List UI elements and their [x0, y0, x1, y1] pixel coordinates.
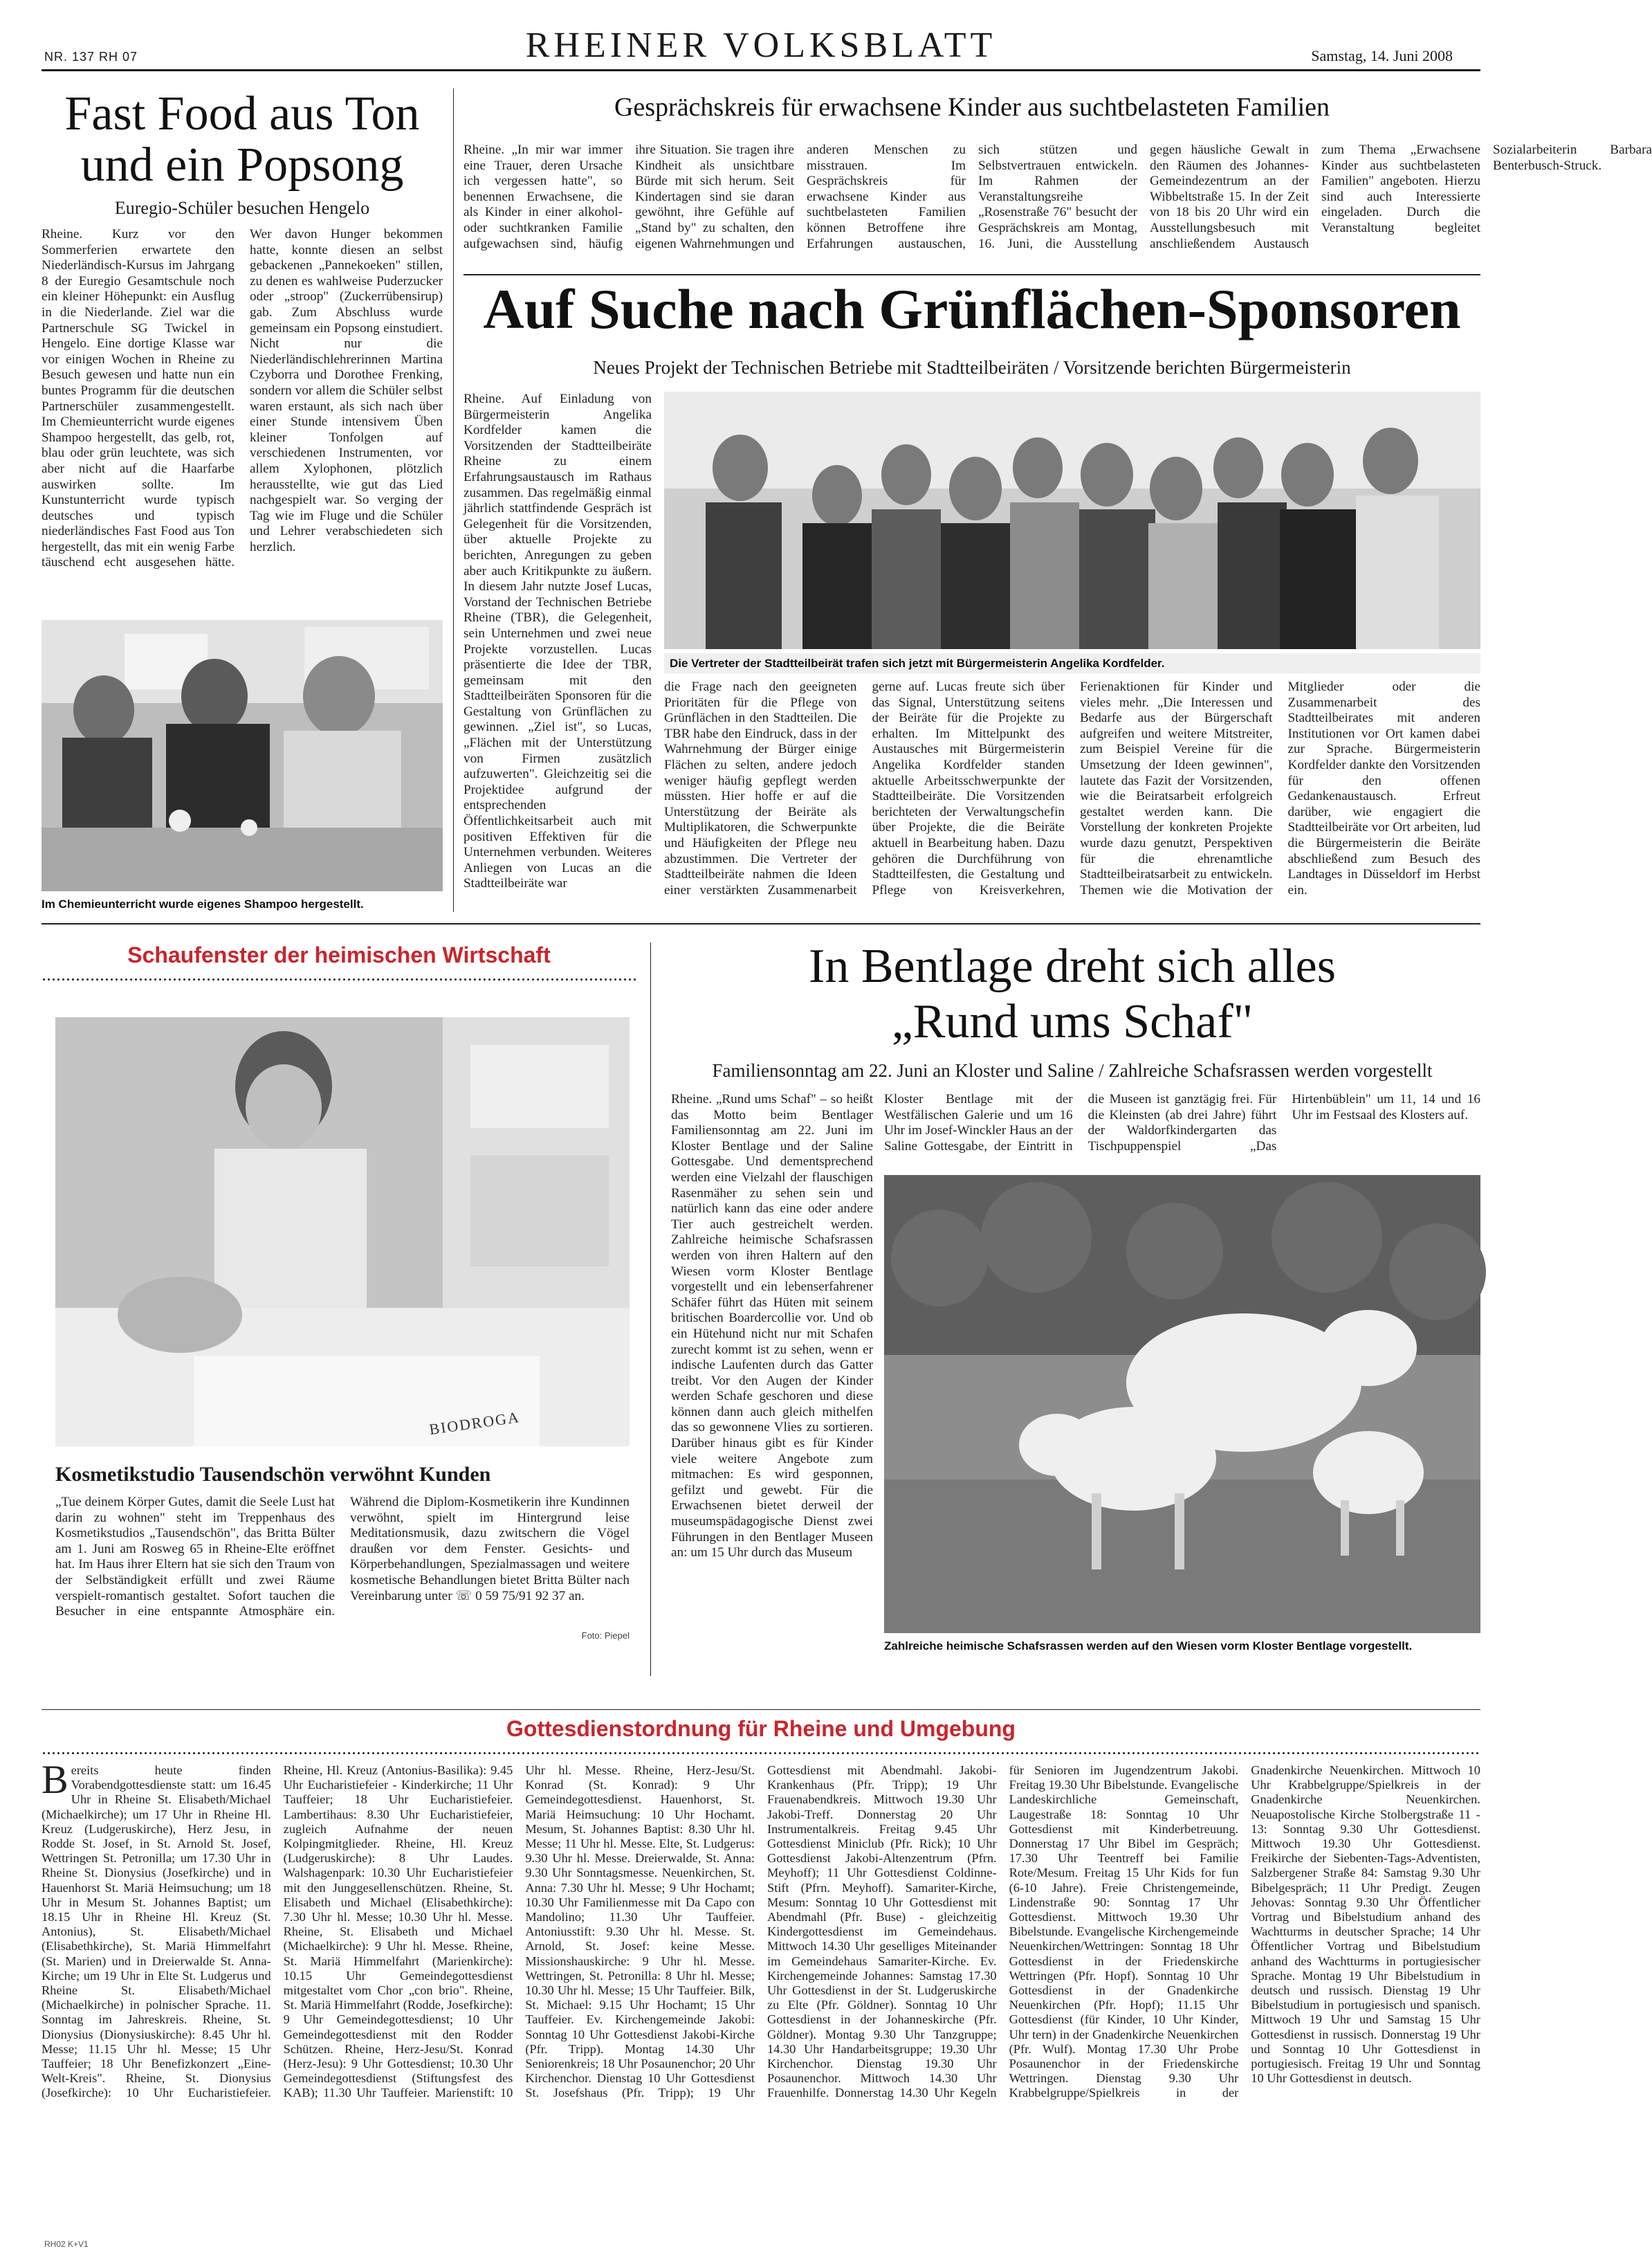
- gruenflaechen-subhead: Neues Projekt der Technischen Betriebe mit Stadtteilbeiräten / Vorsitzende berichten Bürgermeisterin: [593, 357, 1351, 378]
- fastfood-body-text: Rheine. Kurz vor den Sommerferien erwartete den Niederländisch-Kursus im Jahrgang 8 der Euregio Gesamtschule noch ein kleiner Höhepunkt: ein Ausflug in die Niederlande. Ziel war die Partnerschule SG Twickel in Hengelo. Eine dortige Klasse war vor einigen Wochen in Rheine zu Besuch gewesen und hatte nun ein buntes Programm für die deutschen Partnerschüler zusammengestellt. Im Chemieunterricht wurde eigenes Shampoo hergestellt, das gelb, rot, blau oder grün leuchtete, was sich aber nicht auf die Haarfarbe auswirken sollte. Im Kunstunterricht wurde typisch deutsches und typisch niederländisches Fast Food aus Ton hergestellt, das mit ein wenig Farbe täuschend echt ausgesehen hätte. Wer davon Hunger bekommen hatte, konnte diesen an selbst gebackenen „Pannekoeken" stillen, zu denen es wahlweise Puderzucker oder „stroop" (Zuckerrübensirup) gab. Zum Abschluss wurde gemeinsam ein Popsong einstudiert. Nicht nur die Niederländischlehrerinnen Martina Czyborra und Dorothee Frenking, sondern vor allem die Schüler selbst waren erstaunt, als sich nach über einer Stunde intensivem Üben kleiner Tonfolgen auf verschiedenen Instrumenten, vor allem Xylophonen, plötzlich herausstellte, wie gut das Lied nachgespielt war. So verging der Tag wie im Fluge und die Schüler und Lehrer verabschiedeten sich herzlich.: [42, 227, 443, 570]
- page-divider: [42, 923, 1480, 925]
- bentlage-headline-2: „Rund ums Schaf": [891, 995, 1254, 1048]
- sheep-photo-illustration: [884, 1175, 1480, 1633]
- gespraechskreis-body: [464, 143, 1652, 266]
- dropcap-letter: B: [42, 1757, 68, 1802]
- kosmetik-headline: Kosmetikstudio Tausendschön verwöhnt Kunden: [55, 1463, 491, 1486]
- gruenflaechen-body-left: [464, 392, 652, 890]
- bentlage-body-left-text: Rheine. „Rund ums Schaf" – so heißt das Motto beim Bentlager Familiensonntag am 22. Juni im Kloster Bentlage und der Saline Gottesgabe. Und dementsprechend werden eine Vielzahl der flauschigen Rasenmäher zu sehen sein und natürlich kann das eine oder andere Tier auch gestreichelt werden. Zahlreiche heimische Schafsrassen werden von ihren Haltern auf den Wiesen vorm Kloster Bentlage vorgestellt und ein lebenserfahrener Schäfer führt das Hüten mit seinem britischen Boardercollie vor. Und ob ein Hütehund nicht nur mit Schafen zurecht kommt ist zu sehen, wenn er indische Laufenten durch das Gatter treibt. Vor den Augen der Kinder werden Schafe geschoren und diese können dann auch gleich mithelfen das so gewonnene Vlies zu sortieren. Darüber hinaus gibt es für Kinder viele weitere Angebote zum mitmachen: Es wird gesponnen, gefilzt und gewebt. Für die Erwachsenen bietet derweil der museumspädagogische Dienst zwei Führungen in den Bentlager Museen an: um 15 Uhr durch das Museum: [671, 1092, 873, 1560]
- bentlage-headline-1: In Bentlage dreht sich alles: [809, 940, 1336, 993]
- bentlage-caption: Zahlreiche heimische Schafsrassen werden auf den Wiesen vorm Kloster Bentlage vorgestellt.: [884, 1639, 1413, 1652]
- bentlage-subhead: Familiensonntag am 22. Juni an Kloster und Saline / Zahlreiche Schafsrassen werden vorgestellt: [712, 1060, 1433, 1081]
- schaufenster-banner: Schaufenster der heimischen Wirtschaft: [127, 943, 551, 967]
- fastfood-headline-1: Fast Food aus Ton: [64, 87, 420, 140]
- banner-dotted-rule: [42, 977, 636, 981]
- bentlage-body-top: [884, 1092, 1480, 1169]
- kosmetik-body-text: „Tue deinem Körper Gutes, damit die Seele Lust hat darin zu wohnen" steht im Treppenhaus des Kosmetikstudios „Tausendschön", das Britta Bülter am 1. Juni am Rosweg 65 in Rheine-Elte eröffnet hat. Im Haus ihrer Eltern hat sie sich den Traum von der Selbständigkeit erfüllt und zwei Räume verspielt-romantisch gestaltet. Sofort tauchen die Besucher in eine entspannte Atmosphäre ein. Während die Diplom-Kosmetikerin ihre Kundinnen verwöhnt, spielt im Hintergrund leise Meditationsmusik, dazu zwitschern die Vögel draußen vor dem Fenster. Gesichts- und Körperbehandlungen, Spezialmassagen und weitere kosmetische Behandlungen bietet Britta Bülter nach Vereinbarung unter ☏ 0 59 75/91 92 37 an.: [55, 1495, 630, 1619]
- gruenflaechen-headline: Auf Suche nach Grünflächen-Sponsoren: [483, 277, 1461, 340]
- photo-brand-text: BIODROGA: [428, 1408, 522, 1439]
- gottesdienst-body-text: ereits heute finden Vorabendgottesdienste statt: um 16.45 Uhr in Rheine St. Elisabeth/Michael (Michaelkirche); um 17 Uhr in Rheine Hl. Kreuz (Ludgeruskirche), Herz Jesu, in Rodde St. Josef, in St. Arnold St. Josef, Wettringen St. Petronilla; um 17.30 Uhr in Rheine St. Dionysius (Josefkirche) und in Hauenhorst St. Mariä Heimsuchung; um 18 Uhr in Mesum St. Johannes Baptist; um 18.15 Uhr in Rheine Hl. Kreuz (St. Antonius), St. Elisabeth/Michael (Elisabethkirche), St. Mariä Himmelfahrt (St. Marien) und in Dreierwalde St. Anna-Kirche; um 19 Uhr in Elte St. Ludgerus und Rheine St. Elisabeth/Michael (Michaelkirche) in polnischer Sprache. 11. Sonntag im Jahreskreis. Rheine, St. Dionysius (Dionysiuskirche): 8.45 Uhr hl. Messe; 11.15 Uhr hl. Messe; 15 Uhr Tauffeier; 18 Uhr Benefizkonzert „Eine-Welt-Kreis". Rheine, St. Dionysius (Josefkirche): 10 Uhr Eucharistiefeier. Rheine, Hl. Kreuz (Antonius-Basilika): 9.45 Uhr Eucharistiefeier - Kinderkirche; 11 Uhr Tauffeier; 18 Uhr Eucharistiefeier. Lambertihaus: 8.30 Uhr Eucharistiefeier, zugleich Aufnahme der neuen Kolpingmitglieder. Rheine, Hl. Kreuz (Ludgeruskirche): 8 Uhr Laudes. Walshagenpark: 10.30 Uhr Eucharistiefeier mit den Junggesellenschützen. Rheine, St. Elisabeth und Michael (Elisabethkirche): 7.30 Uhr hl. Messe; 10.30 Uhr hl. Messe. Rheine, St. Elisabeth und Michael (Michaelkirche): 9 Uhr hl. Messe. Rheine, St. Mariä Himmelfahrt (Marienkirche): 10.15 Uhr Gemeindegottesdienst mitgestaltet vom Chor „con brio". Rheine, St. Mariä Himmelfahrt (Rodde, Josefkirche): 9 Uhr Gemeindegottesdienst; 10 Uhr Gemeindegottesdienst mit den Rodder Schützen. Rheine, Herz-Jesu/St. Konrad (Herz-Jesu): 9 Uhr Gottesdienst; 10.30 Uhr Gemeindegottesdienst (Stiftungsfest des KAB); 11.30 Uhr Tauffeier. Marienstift: 10 Uhr hl. Messe. Rheine, Herz-Jesu/St. Konrad (St. Konrad): 9 Uhr Gemeindegottesdienst. Hauenhorst, St. Mariä Heimsuchung: 10 Uhr Hochamt. Mesum, St. Johannes Baptist: 8.30 Uhr hl. Messe; 11 Uhr hl. Messe. Elte, St. Ludgerus: 9.30 Uhr hl. Messe. Dreierwalde, St. Anna: 9.30 Uhr Sonntagsmesse. Neuenkirchen, St. Anna: 7.30 Uhr hl. Messe; 9 Uhr Hochamt; 10.30 Uhr Familienmesse mit Da Capo con Mandolino; 11.30 Uhr Tauffeier. Antoniusstift: 9.30 Uhr hl. Messe. St. Arnold, St. Josef: keine Messe. Missionshauskirche: 9 Uhr hl. Messe. Wettringen, St. Petronilla: 8 Uhr hl. Messe; 10.30 Uhr hl. Messe; 15 Uhr Tauffeier. Bilk, St. Michael: 9.15 Uhr Hochamt; 15 Uhr Tauffeier. Ev. Kirchengemeinde Jakobi: Sonntag 10 Uhr Gottesdienst Jakobi-Kirche (Pfr. Tripp). Montag 14.30 Uhr Seniorenkreis; 18 Uhr Posaunenchor; 20 Uhr Kirchenchor. Dienstag 10 Uhr Gottesdienst St. Josefshaus (Pfr. Tripp); 19 Uhr Gottesdienst mit Abendmahl. Jakobi-Krankenhaus (Pfr. Tripp); 19 Uhr Frauenabendkreis. Mittwoch 19.30 Uhr Jakobi-Treff. Donnerstag 20 Uhr Instrumentalkreis. Freitag 9.45 Uhr Gottesdienst Miniclub (Pfr. Rick); 10 Uhr Gottesdienst Jakobi-Altenzentrum (Pfrn. Meyhoff); 11 Uhr Gottesdienst Coldinne-Stift (Pfrn. Meyhoff). Samariter-Kirche, Mesum: Sonntag 10 Uhr Gottesdienst mit Abendmahl (Pfr. Buse) - gleichzeitig Kindergottesdienst im Gemeindehaus. Mittwoch 14.30 Uhr geselliges Miteinander im Gemeindehaus Samariter-Kirche. Ev. Kirchengemeinde Johannes: Samstag 17.30 Uhr Gottesdienst in der St. Ludgeruskirche zu Elte (Pfr. Göldner). Sonntag 10 Uhr Gottesdienst in der Johanneskirche (Pfr. Göldner). Montag 9.30 Uhr Tanzgruppe; 14.30 Uhr Handarbeitsgruppe; 19.30 Uhr Kirchenchor. Dienstag 19.30 Uhr Posaunenchor. Mittwoch 14.30 Uhr Frauenhilfe. Donnerstag 14.30 Uhr Kegeln für Senioren im Jugendzentrum Jakobi. Freitag 19.30 Uhr Bibelstunde. Evangelische Landeskirchliche Gemeinschaft, Laugestraße 18: Sonntag 10 Uhr Gottesdienst mit Kinderbetreuung. Donnerstag 17 Uhr Bibel im Gespräch; 17.30 Uhr Teentreff bei Familie Rote/Mesum. Freitag 15 Uhr Kids for fun (6-10 Jahre). Freie Christengemeinde, Lindenstraße 90: Sonntag 17 Uhr Gottesdienst. Mittwoch 19.30 Uhr Bibelstunde. Evangelische Kirchengemeinde Neuenkirchen/Wettringen: Sonntag 18 Uhr Gottesdienst in der Friedenskirche Wettringen (Pfr. Hopf). Sonntag 10 Uhr Gottesdienst in der Gnadenkirche Neuenkirchen (Pfr. Hopf); 11.15 Uhr Gottesdienst (für Kinder, 10 Uhr Kinder, Uhr tern) in der Gnadenkirche Neuenkirchen (Pfr. Wulf). Montag 17.30 Uhr Probe Posaunenchor in der Friedenskirche Wettringen. Dienstag 9.30 Uhr Krabbelgruppe/Spielkreis in der Gnadenkirche Neuenkirchen. Mittwoch 10 Uhr Krabbelgruppe/Spielkreis in der Gnadenkirche Neuenkirchen. Neuapostolische Kirche Stolbergstraße 11 - 13: Sonntag 9.30 Uhr Gottesdienst. Mittwoch 19.30 Uhr Gottesdienst. Freikirche der Siebenten-Tags-Adventisten, Salzbergener Straße 84: Samstag 9.30 Uhr Bibelgespräch; 11 Uhr Predigt. Zeugen Jehovas: Sonntag 9.30 Uhr Öffentlicher Vortrag und Bibelstudium anhand des Wachtturms in deutscher Sprache; 14 Uhr Öffentlicher Vortrag und Bibelstudium anhand des Wachtturms in portugiesischer Sprache. Montag 19 Uhr Bibelstudium in deutsch und russisch. Dienstag 19 Uhr Bibelstudium in portugiesisch und spanisch. Mittwoch 19 Uhr und Samstag 15 Uhr Gottesdienst in russisch. Donnerstag 19 Uhr und Sonntag 10 Uhr Gottesdienst in portugiesisch. Freitag 19 Uhr und Sonntag 10 Uhr Gottesdienst in deutsch.: [42, 1763, 1480, 2100]
- gruenflaechen-caption: Die Vertreter der Stadtteilbeirät trafen sich jetzt mit Bürgermeisterin Angelika Kordfelder.: [664, 653, 1480, 673]
- gottesdienst-banner: Gottesdienstordnung für Rheine und Umgebung: [506, 1716, 1016, 1741]
- kosmetik-photo: [55, 1017, 630, 1446]
- photo-credit: Foto: Piepel: [581, 1630, 630, 1641]
- gruenflaechen-body-left-text: Rheine. Auf Einladung von Bürgermeisterin Angelika Kordfelder kamen die Vorsitzenden der Stadtteilbeiräte Rheine zu einem Erfahrungsaustausch im Rathaus zusammen. Das regelmäßig einmal jährlich stattfindende Gespräch ist Gelegenheit für die Vorsitzenden, über aktuelle Projekte zu berichten, Anregungen zu geben aber auch Kritikpunkte zu äußern. In diesem Jahr nutzte Josef Lucas, Vorstand der Technischen Betriebe Rheine (TBR), die Gelegenheit, sein Unternehmen und zwei neue Projekte vorzustellen. Lucas präsentierte die Idee der TBR, gemeinsam mit den Stadtteilbeiräten Sponsoren für die Gestaltung von Grünflächen zu gewinnen. „Ziel ist", so Lucas, „Flächen mit der Unterstützung von Firmen zusätzlich aufzuwerten". Gleichzeitig sei die Projektidee aufgrund der entsprechenden Öffentlichkeitsarbeit auch mit positiven Effektiven für die Unternehmen verbunden. Weiteres Anliegen von Lucas an die Stadtteilbeiräte war: [464, 392, 652, 891]
- gottesdienst-dotted-rule: [42, 1751, 1480, 1755]
- column-divider: [453, 89, 454, 912]
- gruenflaechen-photo: [664, 392, 1480, 649]
- cosmetic-studio-photo-illustration: [55, 1017, 630, 1446]
- fastfood-caption: Im Chemieunterricht wurde eigenes Shampoo hergestellt.: [42, 898, 364, 911]
- gottesdienst-top-rule: [42, 1709, 1480, 1710]
- fastfood-body: [42, 227, 443, 606]
- footer-code: RH02 K+V1: [44, 2239, 89, 2249]
- classroom-photo-illustration: [42, 620, 443, 891]
- fastfood-headline-2: und ein Popsong: [80, 138, 404, 192]
- gespraechskreis-body-text: Rheine. „In mir war immer eine Trauer, deren Ursache ich vergessen hatte", so benennen Erwachsene, die als Kinder in einer alkohol- oder suchtkranken Familie aufgewachsen sind, häufig ihre Situation. Sie tragen ihre Kindheit als unsichtbare Bürde mit sich herum. Seit Kindertagen sind sie daran gewöhnt, ihre Gefühle auf „Stand by" zu schalten, den eigenen Wahrnehmungen und anderen Menschen zu misstrauen. Im Gesprächskreis für erwachsene Kinder aus suchtbelasteten Familien können Betroffene ihre Erfahrungen austauschen, sich stützen und Selbstvertrauen entwickeln. Im Rahmen der Veranstaltungsreihe „Rosenstraße 76" besucht der Gesprächskreis am Montag, 16. Juni, die Ausstellung gegen häusliche Gewalt in den Räumen des Johannes-Gemeindezentrum an der Wibbeltstraße 15. In der Zeit von 18 bis 20 Uhr wird ein Ausstellungsbesuch mit anschließendem Austausch zum Thema „Erwachsene Kinder aus suchtbelasteten Familien" angeboten. Hierzu sind auch Interessierte eingeladen. Durch die Veranstaltung begleitet Sozialarbeiterin Barbara Benterbusch-Struck.: [464, 143, 1652, 251]
- section-rule: [464, 274, 1480, 275]
- group-photo-illustration: [664, 392, 1480, 649]
- issue-number: NR. 137 RH 07: [44, 50, 138, 64]
- gruenflaechen-body-bottom: [664, 680, 1480, 908]
- fastfood-photo: [42, 620, 443, 891]
- gespraechskreis-headline: Gesprächskreis für erwachsene Kinder aus suchtbelasteten Familien: [614, 93, 1330, 122]
- gruenflaechen-body-bottom-text: die Frage nach den geeigneten Prioritäten für die Pflege von Grünflächen in den Stadtteilen. Die TBR habe den Eindruck, dass in der Wahrnehmung der Bürger einige Flächen zu selten, andere jedoch weniger häufig gepflegt werden müssten. Hier hoffe er auf die Unterstützung der Beiräte als Multiplikatoren, die Schwerpunkte und Häufigkeiten der Pflege neu abzustimmen. Die Vertreter der Stadtteilbeiräte nahmen die Ideen einer verstärkten Zusammenarbeit gerne auf. Lucas freute sich über das Signal, Unterstützung seitens der Beiräte für die Projekte zu erhalten. Im Mittelpunkt des Austausches mit Bürgermeisterin Angelika Kordfelder standen aktuelle Arbeitsschwerpunkte der Stadtteilbeiräte. Die Vorsitzenden berichteten der Verwaltungschefin über Projekte, die die Beiräte aktuell in Bearbeitung haben. Dazu gehören die Durchführung von Stadtteilfesten, die Gestaltung und Pflege von Kreisverkehren, Ferienaktionen für Kinder und vieles mehr. „Die Interessen und Bedarfe aus der Bürgerschaft aufgreifen und weitere Mitstreiter, zum Beispiel Vereine für die Umsetzung der Ideen gewinnen", lautete das Fazit der Vorsitzenden, wie die Beiratsarbeit erfolgreich gestaltet werden kann. Die Vorstellung der konkreten Projekte wurde dazu genutzt, Perspektiven für die ehrenamtliche Stadtteilbeiratsarbeit zu entwickeln. Themen wie die Motivation der Mitglieder oder die Zusammenarbeit des Stadtteilbeirates mit anderen Institutionen vor Ort kamen dabei zur Sprache. Bürgermeisterin Kordfelder dankte den Vorsitzenden für den offenen Gedankenaustausch. Erfreut darüber, wie engagiert die Stadtteilbeiräte vor Ort arbeiten, lud die Bürgermeisterin die Beiräte abschließend zum Besuch des Landtages in Düsseldorf im Herbst ein.: [664, 680, 1480, 898]
- gottesdienst-body: [42, 1757, 1480, 2234]
- sheep-photo: [884, 1175, 1480, 1633]
- publication-date: Samstag, 14. Juni 2008: [1311, 47, 1453, 64]
- fastfood-subhead: Euregio-Schüler besuchen Hengelo: [114, 198, 370, 218]
- kosmetik-body: [55, 1495, 630, 1626]
- masthead-rule: [42, 69, 1480, 71]
- bentlage-body-top-text: Kloster Bentlage mit der Westfälischen Galerie und um 16 Uhr im Josef-Winckler Haus an der Saline Gottesgabe, der Eintritt in die Museen ist ganztägig frei. Für die Kleinsten (ab drei Jahre) führt der Waldorfkindergarten das Tischpuppenspiel „Das Hirtenbüblein" um 11, 14 und 16 Uhr im Festsaal des Klosters auf.: [884, 1092, 1480, 1154]
- bentlage-body-left: [671, 1092, 873, 1673]
- newspaper-name: RHEINER VOLKSBLATT: [525, 26, 997, 65]
- column-divider-middle: [650, 943, 651, 1676]
